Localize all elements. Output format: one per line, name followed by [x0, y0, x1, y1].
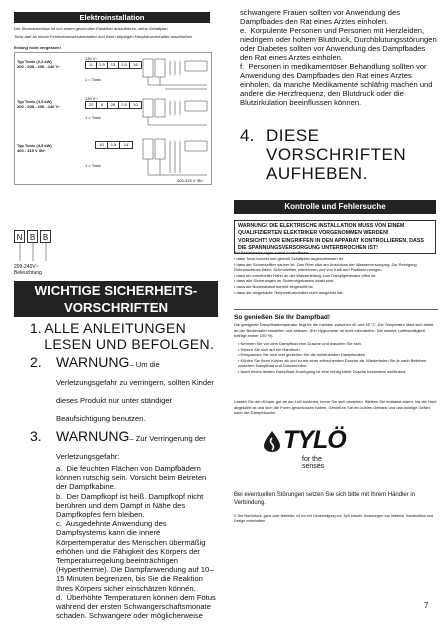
- enjoy-item: • Nehmen Sie vor dem Dampfbad eine Dusche und waschen Sie sich.: [238, 341, 362, 346]
- safety-header: WICHTIGE SICHERHEITS-VORSCHRIFTEN: [14, 281, 218, 317]
- check-item: • dass alle Sicherungen im Sicherungskasten intakt sind.: [234, 278, 335, 284]
- terminal-n: N: [14, 230, 25, 243]
- intro-text-2: Tonic darf an einem Fehlerstromschutzschalter und einen allpoligen Hauptstromschalter anschließen.: [14, 34, 194, 39]
- brand-name: TYLÖ: [283, 426, 346, 454]
- row1-cell: 16: [133, 62, 138, 67]
- legal-note: © Der Nachdruck, ganz oder teilweise, ist nur mit Genehmigung von Tylö erlaubt. Änderungen von Material, Konstruktion und Design vorbehalten.: [234, 514, 433, 523]
- row2-cell: 26: [108, 102, 119, 108]
- divider: [234, 309, 438, 310]
- steam-drop-icon: [262, 430, 282, 452]
- row2-cell: 2,5: [119, 102, 130, 108]
- check-list: [234, 256, 438, 295]
- row2-cell: 22: [86, 102, 97, 108]
- list-heading: WARNUNG: [56, 428, 130, 444]
- row3-cell: 10: [96, 142, 108, 148]
- warning-1: WARNUNG! DIE ELEKTRISCHE INSTALLATION MUSS VON EINEM QUALIFIZIERTEN ELEKTRIKER VORGENOMMEN WERDEN!: [238, 223, 405, 236]
- enjoy-title: So genießen Sie Ihr Dampfbad!: [234, 314, 331, 321]
- bottom-voltage-label: 400-415 V 3N~: [177, 178, 205, 183]
- list-item: [30, 354, 218, 426]
- enjoy-list: [238, 341, 438, 375]
- enjoy-item: • Setzen Sie sich auf ein Handtuch.: [238, 346, 301, 352]
- enjoy-end: Lassen Sie den Körper gut an der Luft trocknen, bevor Sie sich anziehen. Bleiben Sie entlastet sitzen, bis die Haut abgekühlt ist und sich die Poren geschlossen haben. Genießen Sie ein kühles Getränk und das wohlige Gefühl nach der Dampfdusche.: [234, 399, 437, 416]
- row2-cell: 10: [133, 102, 138, 107]
- page-number: 7: [424, 601, 429, 610]
- list-text: – Zur Verringerung der Verletzungsgefahr:: [56, 434, 206, 461]
- row3-cell: 1,5: [108, 142, 120, 148]
- continued-text: schwangere Frauen sollten vor Anwendung des Dampfbades den Rat eines Arztes einholen. e. Korpulente Personen und Personen mit Herzleiden, niedrigem oder hohem Blutdruck, Durchblutungsstörungen oder Diabetes sollten vor Anwendung des Dampfbades den Rat eines Arztes einholen. f. Personen in medikamentöser Behandlung sollten vor Anwendung des Dampfbades den Rat eines Arztes einholen, da manche Medikamente schläfrig machen und andere die Herzfrequenz, den Blutdruck oder die Blutzirkulation beeinflussen können.: [240, 8, 437, 107]
- nbb-wires: [14, 243, 74, 263]
- sub-items: a. Die feuchten Flächen von Dampfbädern können rutschig sein. Vorsicht beim Betreten der Dampfkabine. b. Der Dampfkopf ist heiß. Dampfkopf nicht berühren und dem Dampf in Nähe des Dampfkopfes fern bleiben. c. Ausgedehnte Anwendung des Dampfsystems kann die innere Körpertemperatur des Menschen übermäßig erhöhen und die Fähigkeit des Körpers der Temperaturregelung beeinträchtigen (Hyperthermie). Die Dampfanwendung auf 10–15 Minuten begrenzen, bis Sie die Reaktion Ihres Körpers sicher einschätzen können. d. Überhöhte Temperaturen können dem Fötus während der ersten Schwangerschaftsmonate schaden. Schwangere oder möglicherweise: [56, 464, 216, 621]
- list-number: 1.: [30, 320, 42, 336]
- row2-title: Typ Tonic (4,5 kW): [17, 99, 52, 104]
- row3-voltage: 400 - 415 V 3N~: [17, 148, 47, 153]
- list-heading: WARNUNG: [56, 354, 130, 370]
- check-intro: Bei Betriebsstörungen zuerst kontrollieren:: [234, 250, 310, 255]
- check-item: • dass die Bodenablauf korrekt eingestellt ist.: [234, 283, 314, 289]
- electrical-installation-header: Elektroinstallation: [14, 12, 210, 23]
- check-item: • dass Tonic korrekt und gemäß Schaltplan angeschlossen ist.: [234, 256, 344, 261]
- row1-cell: 2,5: [97, 62, 108, 68]
- row3-cell: 14: [123, 142, 129, 147]
- safety-list: [30, 320, 218, 620]
- list-number: 2.: [30, 354, 42, 370]
- wiring-lines: [15, 53, 213, 186]
- terminal-b: B: [27, 230, 38, 243]
- enjoy-item: • Entspannen Sie sich und genießen Sie die wohltuenden Dampfwolken.: [238, 352, 367, 358]
- intro-text-1: Der Stromanschluss ist von einem geschulten Elektriker auszuführen, siehe Schaltplan.: [14, 26, 169, 31]
- tylo-logo: [262, 424, 346, 480]
- nbb-caption: 209-240V~ Beleuchtung: [14, 264, 42, 276]
- enjoy-text: Die geeignete Dampfbadtemperatur liegt für die meisten zwischen 40 und 45 °C. Die Temperatur lässt sich direkt an der Bedientafel einstellen und ablesen. (Ein Hygrometer ist nicht erforderlich. Die relative Luftfeuchtigkeit beträgt immer 100 %).: [234, 322, 434, 339]
- row1-sup: 230 V~: [85, 56, 98, 61]
- row1-cell: 11: [86, 62, 97, 68]
- list-heading: ALLE ANLEITUNGEN LESEN UND BEFOLGEN.: [44, 320, 215, 352]
- list-text: – Um die Verletzungsgefahr zu verringern, sollten Kinder dieses Produkt nur unter ständiger Beaufsichtigung benutzen.: [56, 360, 214, 423]
- list-number: 4.: [240, 126, 255, 145]
- row2-cell: 6: [97, 102, 108, 108]
- terminal-b: B: [40, 230, 51, 243]
- nbb-terminal: [14, 230, 51, 243]
- list-item: [30, 320, 218, 352]
- tagline: for the senses: [302, 456, 325, 470]
- row1-note: 1 = Tonic: [85, 77, 102, 82]
- check-item: • dass der eingebaute Temperaturschalter nicht ausgelöst hat.: [234, 289, 344, 295]
- row1-cell: 13: [108, 62, 119, 68]
- enjoy-item: • Nach einem letzten Dampfbad-Durchgang ist eine richtig kühle Dusche besonders wohltuend.: [238, 368, 407, 374]
- item-4: [240, 126, 426, 183]
- wiring-diagram: [14, 52, 212, 185]
- intro-text-3: Erdung nicht vergessen!: [14, 45, 61, 50]
- list-number: 3.: [30, 428, 42, 444]
- control-header: Kontrolle und Fehlersuche: [234, 200, 436, 214]
- row2-voltage: 200 - 208 - 230 - 240 V~: [17, 104, 61, 109]
- warning-2: VORSICHT! VOR EINGRIFFEN IN DEN APPARAT KONTROLLIEREN, DASS DIE SPANNUNGSVERSORGUNG UNTERBROCHEN IST!: [238, 238, 424, 251]
- footer-note: Bei eventuellen Störungen setzen Sie sich bitte mit Ihrem Händler in Verbindung.: [234, 492, 416, 506]
- row1-voltage: 200 - 208 - 230 - 240 V~: [17, 64, 61, 69]
- enjoy-item: • Kühlen Sie Ihren Körper ab und zu mit einer erfrischenden Dusche ab. Wiederholen Sie je nach Belieben zwischen Dampfbad und Duschkühlen.: [238, 357, 427, 369]
- row3-title: Typ Tonic (4,5 kW): [17, 143, 52, 148]
- list-heading: DIESE VORSCHRIFTEN AUFHEBEN.: [266, 126, 407, 183]
- row2-note: 1 = Tonic: [85, 115, 102, 120]
- row1-cell: 1,5: [119, 62, 130, 68]
- check-item: • dass der Schmutzfilter sauber ist. Das Filter sitzt am Anschluss der Wasserversorgung. Zur Reinigung Rohranschluss lösen, Schmutzfilter entnehmen und von Kalk und Partikeln reinigen.: [234, 261, 417, 273]
- row2-sup: 230 V~: [85, 96, 98, 101]
- check-item: • dass ein eventueller Hahn an der Wasserleitung zum Dampfgenerator offen ist.: [234, 272, 377, 278]
- row1-title: Typ Tonic (2,2 kW): [17, 59, 52, 64]
- row3-note: 1 = Tonic: [85, 163, 102, 168]
- list-item: [30, 428, 218, 464]
